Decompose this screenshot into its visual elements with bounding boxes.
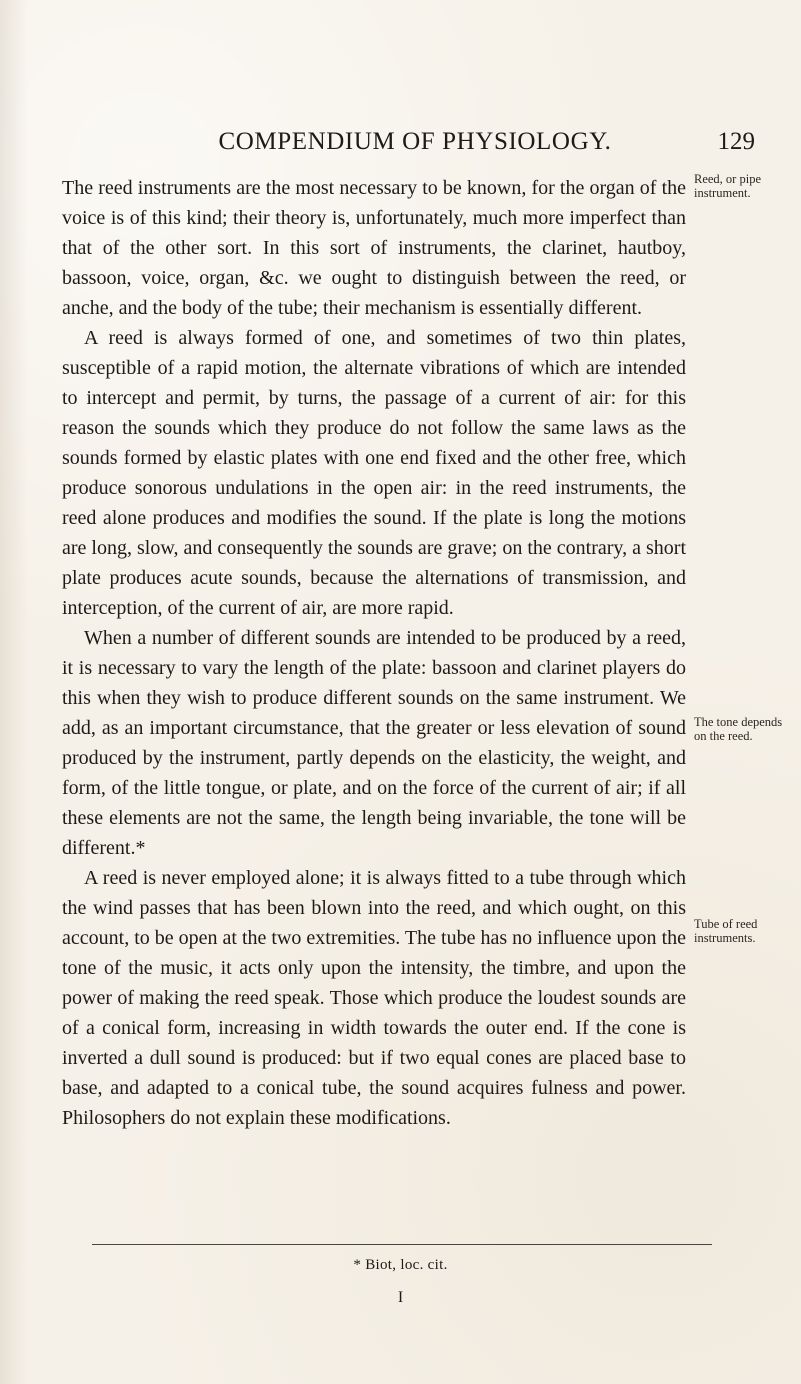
page-number: 129	[717, 128, 755, 155]
marginal-note-reed-or-pipe: Reed, or pipe instrument.	[694, 172, 761, 200]
footnote-rule	[92, 1244, 712, 1245]
paragraph-tube: A reed is never employed alone; it is always fitted to a tube through which the wind passes that has been blown into the reed, and which ought, on this account, to be open at the two extremities. The tube has no influence upon the tone of the music, it acts only upon the intensity, the timbre, and upon the power of making the reed speak. Those which produce the loudest sounds are of a conical form, increasing in width towards the outer end. If the cone is inverted a dull sound is produced: but if two equal cones are placed base to base, and adapted to a conical tube, the sound acquires fulness and power. Philosophers do not explain these modifications.	[62, 867, 686, 1129]
footnote: * Biot, loc. cit.	[353, 1257, 448, 1273]
paragraph-reed-instruments: The reed instruments are the most necessary to be known, for the organ of the voice is of this kind; their theory is, unfortunately, much more imperfect than that of the other sort. In this sort of instruments, the clarinet, hautboy, bassoon, voice, organ, &c. we ought to distinguish between the reed, or anche, and the body of the tube; their mechanism is essentially different.	[62, 177, 686, 319]
running-head	[40, 128, 761, 158]
signature-mark: I	[397, 1289, 404, 1306]
body-text	[62, 173, 686, 1133]
binding-shadow	[0, 0, 28, 1384]
paragraph-different-sounds: When a number of different sounds are intended to be produced by a reed, it is necessary to vary the length of the plate: bassoon and clarinet players do this when they wish to produce different sounds on the same instrument. We add, as an important circumstance, that the greater or less elevation of sound produced by the instrument, partly depends on the elasticity, the weight, and form, of the little tongue, or plate, and on the force of the current of air; if all these elements are not the same, the length being invariable, the tone will be different.*	[62, 627, 686, 859]
marginal-note-tone-depends: The tone depends on the reed.	[694, 715, 783, 743]
paragraph-reed-formation: A reed is always formed of one, and sometimes of two thin plates, susceptible of a rapid motion, the alternate vibrations of which are intended to intercept and permit, by turns, the passage of a current of air: for this reason the sounds which they produce do not follow the same laws as the sounds formed by elastic plates with one end fixed and the other free, which produce sonorous undulations in the open air: in the reed instruments, the reed alone produces and modifies the sound. If the plate is long the motions are long, slow, and consequently the sounds are grave; on the contrary, a short plate produces acute sounds, because the alternations of transmission, and interception, of the current of air, are more rapid.	[62, 327, 686, 619]
marginal-note-tube-of-reed: Tube of reed instruments.	[694, 917, 758, 945]
running-title: COMPENDIUM OF PHYSIOLOGY.	[218, 128, 612, 155]
